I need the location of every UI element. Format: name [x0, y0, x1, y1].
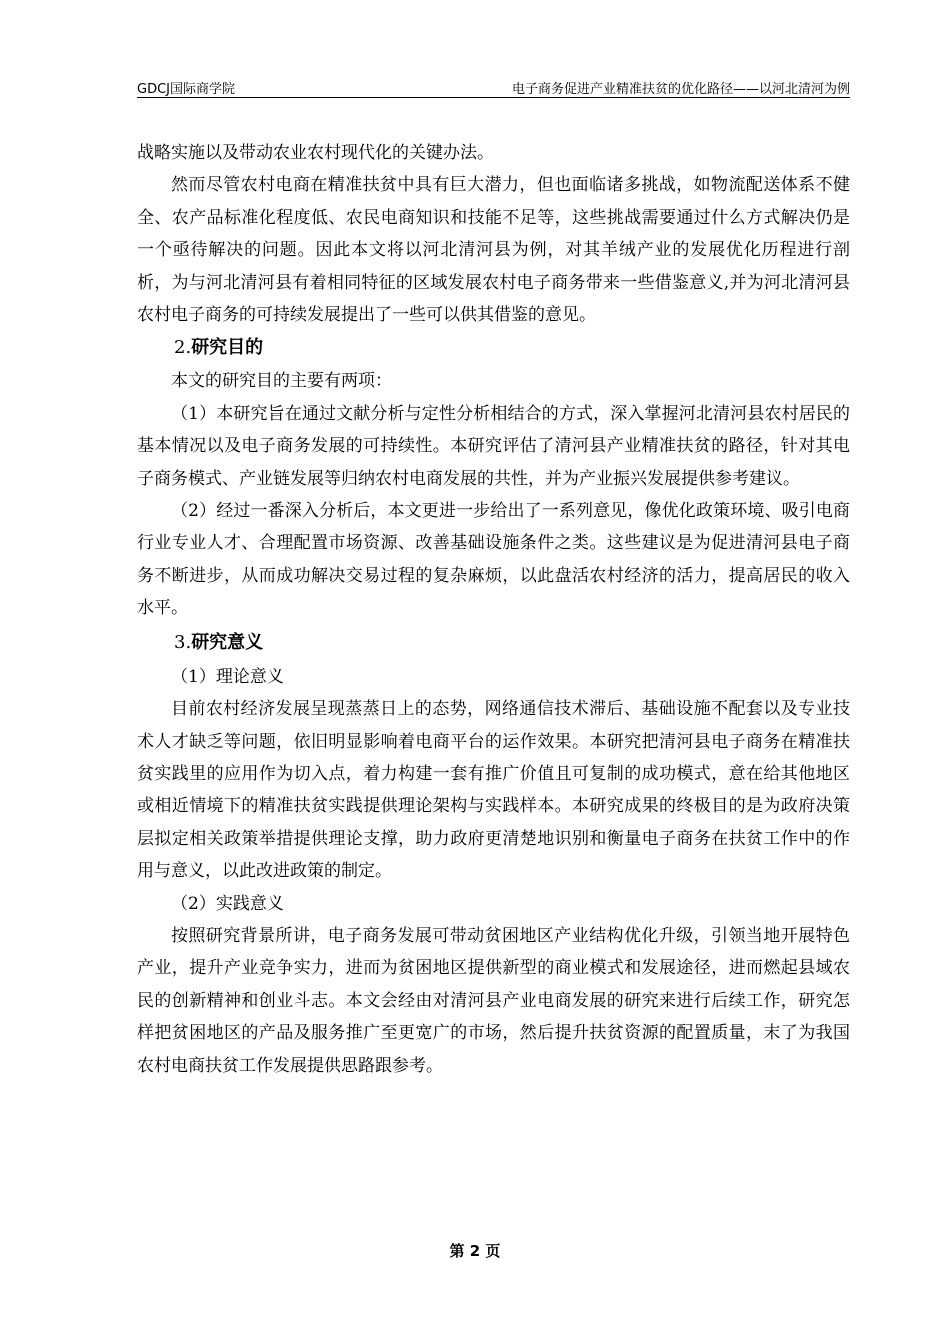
goal-item-2: （2）经过一番深入分析后，本文更进一步给出了一系列意见，像优化政策环境、吸引电商行业专业人才、合理配置市场资源、改善基础设施条件之类。这些建议是为促进清河县电子商务不断进步，从而成功解决交易过程的复杂麻烦，以此盘活农村经济的活力，提高居民的收入水平。	[137, 501, 850, 619]
section-number: 3.	[174, 631, 192, 653]
paragraph-challenges: 然而尽管农村电商在精准扶贫中具有巨大潜力，但也面临诸多挑战，如物流配送体系不健全、农产品标准化程度低、农民电商知识和技能不足等，这些挑战需要通过什么方式解决仍是一个亟待解决的问题。因此本文将以河北清河县为例，对其羊绒产业的发展优化历程进行剖析，为与河北清河县有着相同特征的区域发展农村电子商务带来一些借鉴意义,并为河北清河县农村电子商务的可持续发展提出了一些可以供其借鉴的意见。	[137, 175, 850, 326]
section-title: 研究目的	[191, 337, 264, 359]
header-paper-title: 电子商务促进产业精准扶贫的优化路径——以河北清河为例	[511, 82, 850, 97]
section-heading-research-significance	[137, 631, 850, 655]
subheading-practical: （2）实践意义	[171, 893, 284, 914]
section-number: 2.	[174, 337, 192, 359]
page-header	[137, 74, 850, 98]
paragraph-practical: 按照研究背景所讲，电子商务发展可带动贫困地区产业结构优化升级，引领当地开展特色产业，提升产业竞争实力，进而为贫困地区提供新型的商业模式和发展途径，进而燃起县域农民的创新精神和创业斗志。本文会经由对清河县产业电商发展的研究来进行后续工作，研究怎样把贫困地区的产品及服务推广至更宽广的市场，然后提升扶贫资源的配置质量，末了为我国农村电商扶贫工作发展提供思路跟参考。	[137, 925, 850, 1076]
paragraph-continuation: 战略实施以及带动农业农村现代化的关键办法。	[137, 143, 494, 163]
page-number: 第 2 页	[449, 1242, 501, 1260]
section-title: 研究意义	[191, 631, 264, 653]
subheading-theoretical: （1）理论意义	[171, 666, 284, 687]
goal-intro: 本文的研究目的主要有两项：	[171, 371, 392, 392]
page-body	[137, 137, 850, 1082]
section-heading-research-goal	[137, 336, 850, 360]
goal-item-1: （1）本研究旨在通过文献分析与定性分析相结合的方式，深入掌握河北清河县农村居民的基本情况以及电子商务发展的可持续性。本研究评估了清河县产业精准扶贫的路径，针对其电子商务模式、产业链发展等归纳农村电商发展的共性，并为产业振兴发展提供参考建议。	[137, 403, 850, 489]
paragraph-theoretical: 目前农村经济发展呈现蒸蒸日上的态势，网络通信技术滞后、基础设施不配套以及专业技术人才缺乏等问题，依旧明显影响着电商平台的运作效果。本研究把清河县电子商务在精准扶贫实践里的应用作为切入点，着力构建一套有推广价值且可复制的成功模式，意在给其他地区或相近情境下的精准扶贫实践提供理论架构与实践样本。本研究成果的终极目的是为政府决策层拟定相关政策举措提供理论支撑，助力政府更清楚地识别和衡量电子商务在扶贫工作中的作用与意义，以此改进政策的制定。	[137, 699, 850, 882]
header-rule	[137, 97, 850, 98]
header-school-name: GDCJ国际商学院	[137, 82, 235, 97]
